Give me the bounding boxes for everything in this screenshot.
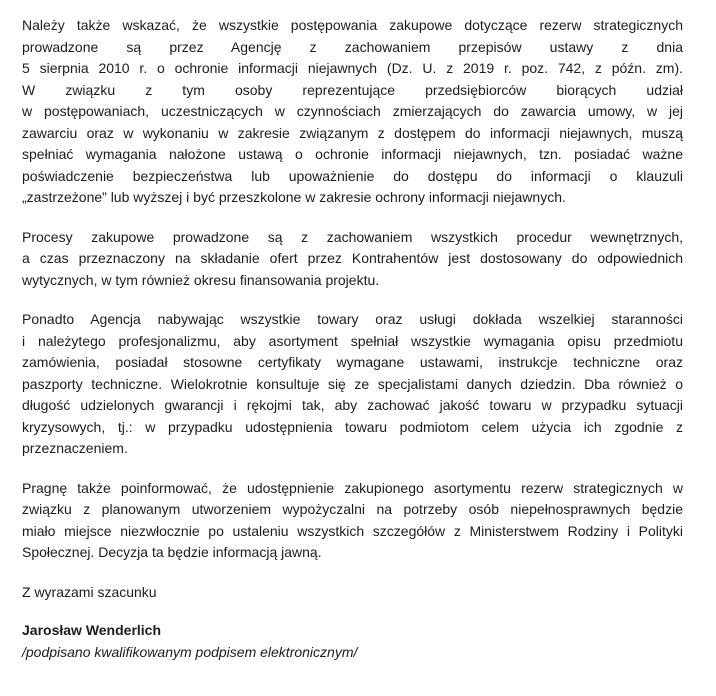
- text-line: i należytego profesjonalizmu, aby asortyment spełniał wszystkie wymagania opisu przedmiotu: [22, 332, 683, 349]
- text-line: przeznaczeniem.: [22, 440, 128, 456]
- text-line: a czas przeznaczony na składanie ofert przez Kontrahentów jest dostosowany do odpowiednich: [22, 250, 683, 266]
- text-line: paszporty techniczne. Wielokrotnie konsultuje się ze specjalistami danych dziedzin. Dba również o: [22, 375, 683, 392]
- text-line: Ponadto Agencja nabywając wszystkie towary oraz usługi dokłada wszelkiej staranności: [22, 311, 683, 327]
- text-line: Należy także wskazać, że wszystkie postępowania zakupowe dotyczące rezerw strategicznych: [22, 17, 683, 33]
- text-line: 5 sierpnia 2010 r. o ochronie informacji niejawnych (Dz. U. z 2019 r. poz. 742, z późn. zm).: [22, 60, 683, 76]
- text-line: wytycznych, w tym również okresu finansowania projektu.: [22, 271, 380, 288]
- closing-salutation: Z wyrazami szacunku: [22, 583, 157, 600]
- text-line: poświadczenie bezpieczeństwa lub upoważnienie do dostępu do informacji o klauzuli: [22, 167, 683, 184]
- document-body: [22, 15, 683, 564]
- signature-name: Jarosław Wenderlich: [22, 622, 162, 638]
- paragraph: [22, 15, 683, 209]
- text-line: Pragnę także poinformować, że udostępnienie zakupionego asortymentu rezerw strategicznych w: [22, 479, 683, 496]
- text-line: zawarciu oraz w wykonaniu w zakresie związanym z dostępem do informacji niejawnych, muszą: [22, 124, 683, 141]
- text-line: Procesy zakupowe prowadzone są z zachowaniem wszystkich procedur wewnętrznych,: [22, 228, 683, 245]
- text-line: W związku z tym osoby reprezentujące przedsiębiorców biorących udział: [22, 81, 683, 98]
- text-line: prowadzone są przez Agencję z zachowaniem przepisów ustawy z dnia: [22, 38, 683, 55]
- text-line: spełniać wymagania nałożone ustawą o ochronie informacji niejawnych, tzn. posiadać ważne: [22, 146, 683, 162]
- text-line: w postępowaniach, uczestniczących w czynnościach zmierzających do zawarcia umowy, w jej: [22, 103, 683, 119]
- text-line: miało miejsce niezwłocznie po ustaleniu wszystkich szczegółów z Ministerstwem Rodziny i Polityki: [22, 522, 683, 539]
- signature-note: /podpisano kwalifikowanym podpisem elektronicznym/: [22, 643, 358, 660]
- text-line: związku z planowanym utworzeniem wypożyczalni na potrzeby osób niepełnosprawnych będzie: [22, 501, 683, 517]
- text-line: zamówienia, posiadał stosowne certyfikaty wymagane ustawami, instrukcje techniczne oraz: [22, 354, 683, 370]
- text-line: „zastrzeżone” lub wyższej i być przeszkolone w zakresie ochrony informacji niejawnych.: [22, 189, 566, 205]
- closing-block: [22, 582, 683, 664]
- text-line: kryzysowych, tj.: w przypadku udostępnienia towaru podmiotom celem użycia ich zgodnie z: [22, 418, 683, 435]
- paragraph: [22, 227, 683, 292]
- paragraph: [22, 478, 683, 564]
- text-line: Społecznej. Decyzja ta będzie informacją jawną.: [22, 544, 322, 560]
- paragraph: [22, 309, 683, 460]
- text-line: długość udzielonych gwarancji i rękojmi tak, aby zachować jakość towaru w przypadku sytuacji: [22, 397, 683, 413]
